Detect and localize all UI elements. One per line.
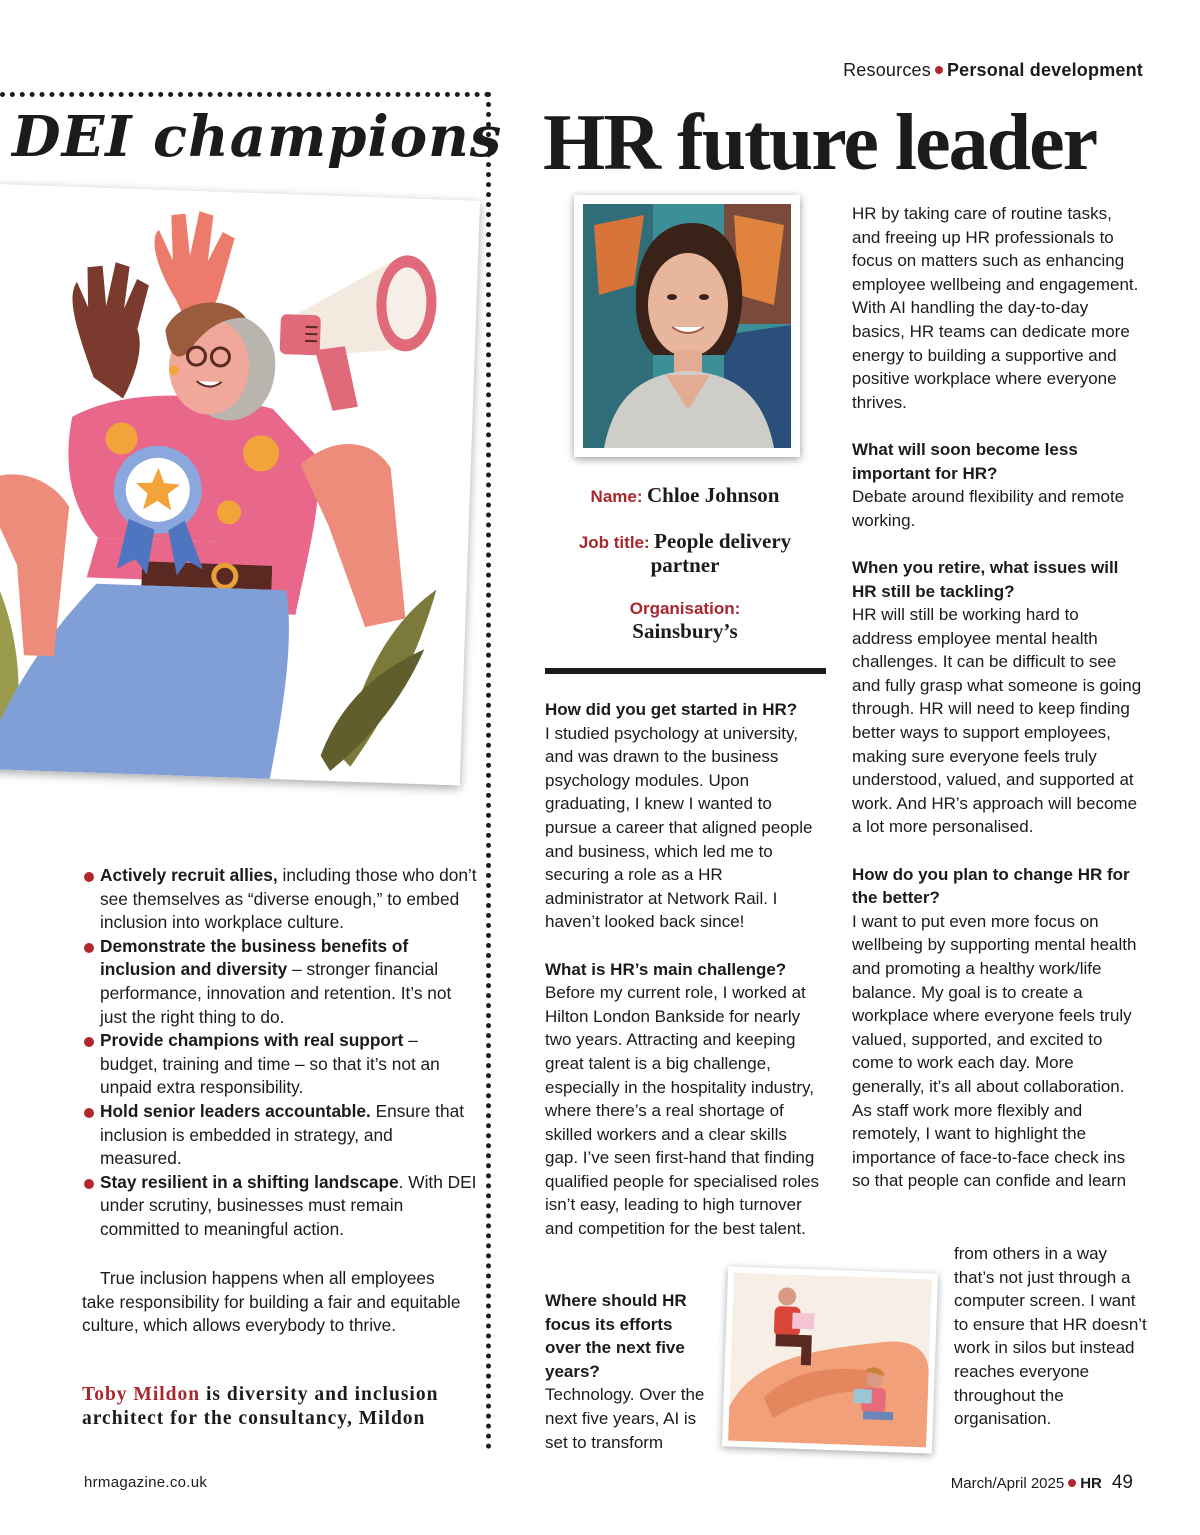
section-header [843, 60, 1143, 81]
hand-people-illustration [722, 1266, 938, 1453]
answer-text: HR will still be working hard to address employee mental health challenges. It can be difficult to see and fully grasp what someone is going through. HR will need to keep finding better ways to support employees, making sure everyone feels truly understood, valued, and supported at work. And HR’s approach will become a lot more personalised. [852, 605, 1142, 837]
list-item: Actively recruit allies, including those who don’t see themselves as “diverse enough,” to embed inclusion into workplace culture. [84, 864, 479, 935]
list-item: Demonstrate the business benefits of inclusion and diversity – stronger financial performance, innovation and retention. It’s not just the right thing to do. [84, 935, 479, 1029]
question-heading: What is HR’s main challenge? [545, 959, 787, 979]
name-value: Chloe Johnson [646, 483, 780, 507]
answer-text: I studied psychology at university, and was drawn to the business psychology modules. Upon graduating, I knew I wanted to pursue a career that aligned people and business, which led me to securing a role as a HR administrator at Network Rail. I haven’t looked back since! [545, 723, 813, 932]
profile-org-row [545, 599, 825, 643]
dotted-border-right [486, 92, 491, 1450]
interview-column-middle [545, 698, 820, 1264]
small-illustration [722, 1266, 938, 1453]
right-article-title: HR future leader [543, 99, 1097, 187]
answer-text: Debate around flexibility and remote working. [852, 487, 1125, 530]
organisation-value: Sainsbury’s [632, 619, 738, 643]
closing-paragraph: True inclusion happens when all employees take responsibility for building a fair and equitable culture, which allows everybody to thrive. [82, 1268, 461, 1336]
answer-text: I want to put even more focus on wellbeing by supporting mental health and promoting a healthy work/life balance. My goal is to create a workplace where everyone feels truly valued, supported, and excited to come to work each day. More generally, it’s all about collaboration. As staff work more flexibly and remotely, I want to highlight the importance of face-to-face check ins so that people can confide and learn [852, 911, 1137, 1191]
author-byline [82, 1383, 482, 1431]
list-item: Provide champions with real support – budget, training and time – so that it’s not an unpaid extra responsibility. [84, 1029, 479, 1100]
bullet-dot [84, 1179, 94, 1189]
megaphone-woman-illustration [0, 183, 480, 785]
question-heading: Where should HR focus its efforts over the next five years? [545, 1291, 687, 1381]
question-heading: What will soon become less important for HR? [852, 439, 1078, 483]
interview-column-middle-bottom [545, 1289, 705, 1478]
dotted-border-top [0, 92, 490, 97]
bullet-dot [84, 1108, 94, 1118]
footer-website: hrmagazine.co.uk [84, 1474, 208, 1491]
profile-divider [545, 668, 826, 674]
question-heading: How did you get started in HR? [545, 700, 798, 719]
interview-column-right [852, 202, 1142, 1193]
question-heading: When you retire, what issues will HR still be tackling? [852, 557, 1119, 601]
separator-dot [935, 66, 943, 74]
subsection-label: Personal development [946, 60, 1143, 80]
author-description: is diversity and inclusion architect for the consultancy, Mildon [82, 1384, 439, 1429]
dei-illustration [0, 183, 480, 785]
name-label: Name: [590, 487, 643, 506]
person-photo [574, 195, 800, 457]
footer-issue [951, 1472, 1133, 1494]
answer-text: HR by taking care of routine tasks, and freeing up HR professionals to focus on matters such as enhancing employee wellbeing and engagement. With AI handling the day-to-day basics, HR teams can dedicate more energy to building a supportive and positive workplace where everyone thrives. [852, 204, 1139, 412]
profile-name-row [545, 483, 825, 507]
portrait-photo [574, 195, 800, 457]
bullet-dot [84, 1037, 94, 1047]
separator-dot [1068, 1479, 1076, 1487]
page-number: 49 [1111, 1472, 1133, 1493]
job-title-label: Job title: [578, 533, 650, 552]
answer-text: Technology. Over the next five years, AI is set to transform [545, 1385, 705, 1452]
issue-date: March/April 2025 [950, 1475, 1065, 1492]
job-title-value: People delivery partner [650, 529, 792, 577]
magazine-brand: HR [1080, 1475, 1102, 1492]
list-item: Hold senior leaders accountable. Ensure that inclusion is embedded in strategy, and measured. [84, 1100, 479, 1171]
bullet-dot [84, 943, 94, 953]
profile-box [545, 483, 825, 665]
question-heading: How do you plan to change HR for the better? [852, 864, 1130, 908]
bullet-dot [84, 872, 94, 882]
dei-bullet-list [84, 864, 479, 1242]
organisation-label: Organisation: [629, 599, 741, 618]
left-article-title: DEI champions [12, 104, 503, 170]
interview-answer-tail: from others in a way that’s not just through a computer screen. I want to ensure that HR doesn’t work in silos but instead reaches everyone throughout the organisation. [954, 1244, 1147, 1429]
profile-job-row [545, 529, 825, 577]
section-label: Resources [843, 60, 931, 80]
author-name: Toby Mildon [82, 1384, 201, 1405]
list-item: Stay resilient in a shifting landscape. With DEI under scrutiny, businesses must remain committed to meaningful action. [84, 1171, 479, 1242]
answer-text: Before my current role, I worked at Hilton London Bankside for nearly two years. Attracting and keeping great talent is a big challenge, especially in the hospitality industry, where there’s a real shortage of skilled workers and a clear skills gap. I’ve seen first-hand that finding qualified people for specialised roles isn’t easy, leading to high turnover and competition for the best talent. [545, 983, 820, 1239]
